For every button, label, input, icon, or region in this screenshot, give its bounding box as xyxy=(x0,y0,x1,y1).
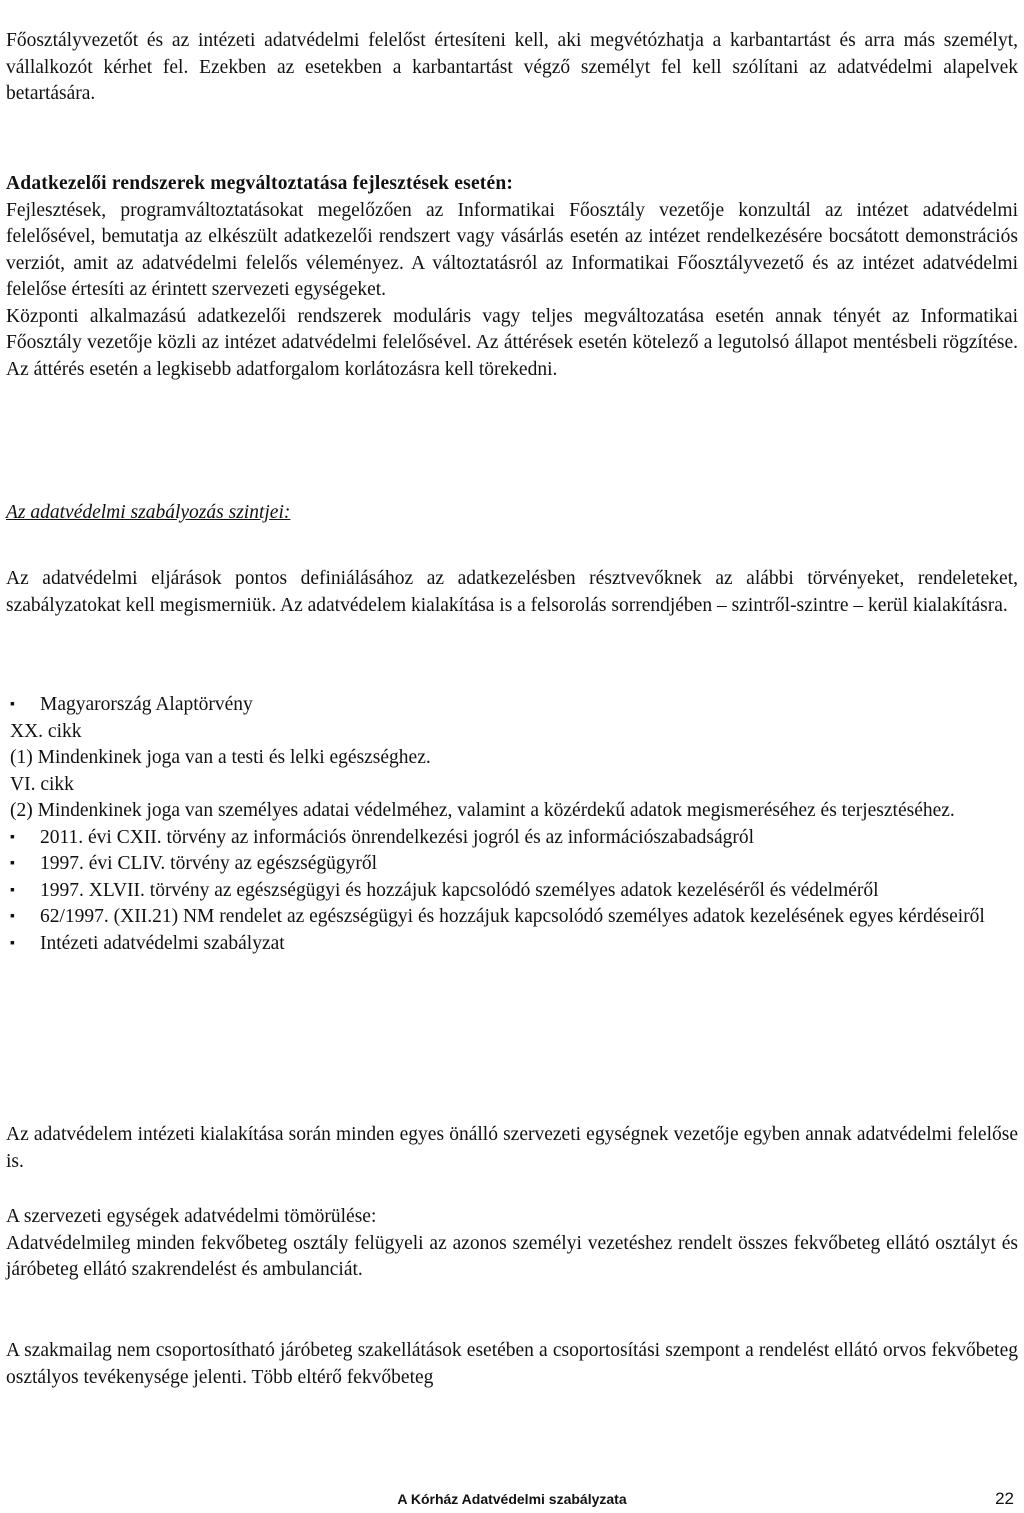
bullet-icon: ▪ xyxy=(10,697,15,712)
list-item xyxy=(10,878,1018,905)
closing-section-2 xyxy=(6,1204,1018,1284)
list-item-text: Intézeti adatvédelmi szabályzat xyxy=(40,932,285,954)
list-item xyxy=(10,931,1018,958)
article-6-label: VI. cikk xyxy=(10,773,74,795)
list-item-text: 1997. XLVII. törvény az egészségügyi és hozzájuk kapcsolódó személyes adatok kezeléséről és védelméről xyxy=(40,879,879,901)
list-item xyxy=(10,692,1018,719)
levels-intro-block xyxy=(6,566,1018,619)
bullet-icon: ▪ xyxy=(10,909,15,924)
closing-paragraph-4: A szakmailag nem csoportosítható járóbeteg szakellátások esetében a csoportosítási szempont a rendelést ellátó orvos fekvőbeteg osztályos tevékenysége jelenti. Több eltérő fekvőbeteg xyxy=(6,1340,1018,1388)
list-item xyxy=(10,851,1018,878)
levels-paragraph: Az adatvédelmi eljárások pontos definiálásához az adatkezelésben résztvevőknek az alábbi törvényeket, rendeleteket, szabályzatokat kell megismerniük. Az adatvédelem kialakítása is a felsorolás sorrendjében – szintről-szintre – kerül kialakításra. xyxy=(6,568,1018,616)
bullet-icon: ▪ xyxy=(10,856,15,871)
legislation-list xyxy=(10,692,1018,957)
footer-title: A Kórház Adatvédelmi szabályzata xyxy=(397,1491,627,1507)
article-6-text: (2) Mindenkinek joga van személyes adatai védelméhez, valamint a közérdekű adatok megismeréséhez és terjesztéséhez. xyxy=(10,800,955,821)
closing-section-1 xyxy=(6,1122,1018,1175)
closing-section-3 xyxy=(6,1338,1018,1391)
development-paragraph-2: Központi alkalmazású adatkezelői rendszerek moduláris vagy teljes megváltozatása esetén annak tényét az Informatikai Főosztály vezetője közli az intézet adatvédelmi felelősével. Az áttérések esetén kötelező a legutolsó állapot mentésbeli rögzítése. Az áttérés esetén a legkisebb adatforgalom korlátozásra kell törekedni. xyxy=(6,305,1018,380)
bullet-icon: ▪ xyxy=(10,935,15,951)
list-item xyxy=(10,825,1018,852)
bullet-icon: ▪ xyxy=(10,882,15,898)
article-20-label: XX. cikk xyxy=(10,720,82,742)
list-item-text: 62/1997. (XII.21) NM rendelet az egészségügyi és hozzájuk kapcsolódó személyes adatok kezelésének egyes kérdéseiről xyxy=(40,906,985,927)
list-item-text: 1997. évi CLIV. törvény az egészségügyről xyxy=(40,853,378,874)
list-item-text: 2011. évi CXII. törvény az információs önrendelkezési jogról és az információszabadságról xyxy=(40,826,755,848)
development-section xyxy=(6,171,1018,383)
article-20-text: (1) Mindenkinek joga van a testi és lelki egészséghez. xyxy=(10,747,431,768)
levels-heading-block xyxy=(6,500,1018,527)
list-item-text: Magyarország Alaptörvény xyxy=(40,694,253,715)
bullet-icon: ▪ xyxy=(10,829,15,845)
levels-heading: Az adatvédelmi szabályozás szintjei: xyxy=(6,502,291,523)
page-number: 22 xyxy=(995,1489,1014,1508)
intro-paragraph: Főosztályvezetőt és az intézeti adatvédelmi felelőst értesíteni kell, aki megvétózhatja a karbantartást és arra más személyt, vállalkozót kérhet fel. Ezekben az esetekben a karbantartást végző személyt fel kell szólítani az adatvédelmi alapelvek betartására. xyxy=(6,30,1018,104)
development-heading: Adatkezelői rendszerek megváltoztatása fejlesztések esetén: xyxy=(6,173,514,194)
closing-paragraph-2: A szervezeti egységek adatvédelmi tömörülése: xyxy=(6,1206,377,1227)
closing-paragraph-3: Adatvédelmileg minden fekvőbeteg osztály felügyeli az azonos személyi vezetéshez rendelt összes fekvőbeteg ellátó osztályt és járóbeteg ellátó szakrendelést és ambulanciát. xyxy=(6,1232,1018,1280)
list-item xyxy=(10,904,1018,931)
development-paragraph-1: Fejlesztések, programváltoztatásokat megelőzően az Informatikai Főosztály vezetője konzultál az intézet adatvédelmi felelősével, bemutatja az elkészült adatkezelői rendszert vagy vásárlás esetén az intézet rendelkezésére bocsátott demonstrációs verziót, amit az adatvédelmi felelős véleményez. A változtatásról az Informatikai Főosztályvezető és az intézet adatvédelmi felelőse értesíti az érintett szervezeti egységeket. xyxy=(6,199,1018,300)
intro-section xyxy=(6,28,1018,108)
closing-paragraph-1: Az adatvédelem intézeti kialakítása során minden egyes önálló szervezeti egységnek vezetője egyben annak adatvédelmi felelőse is. xyxy=(6,1124,1018,1172)
